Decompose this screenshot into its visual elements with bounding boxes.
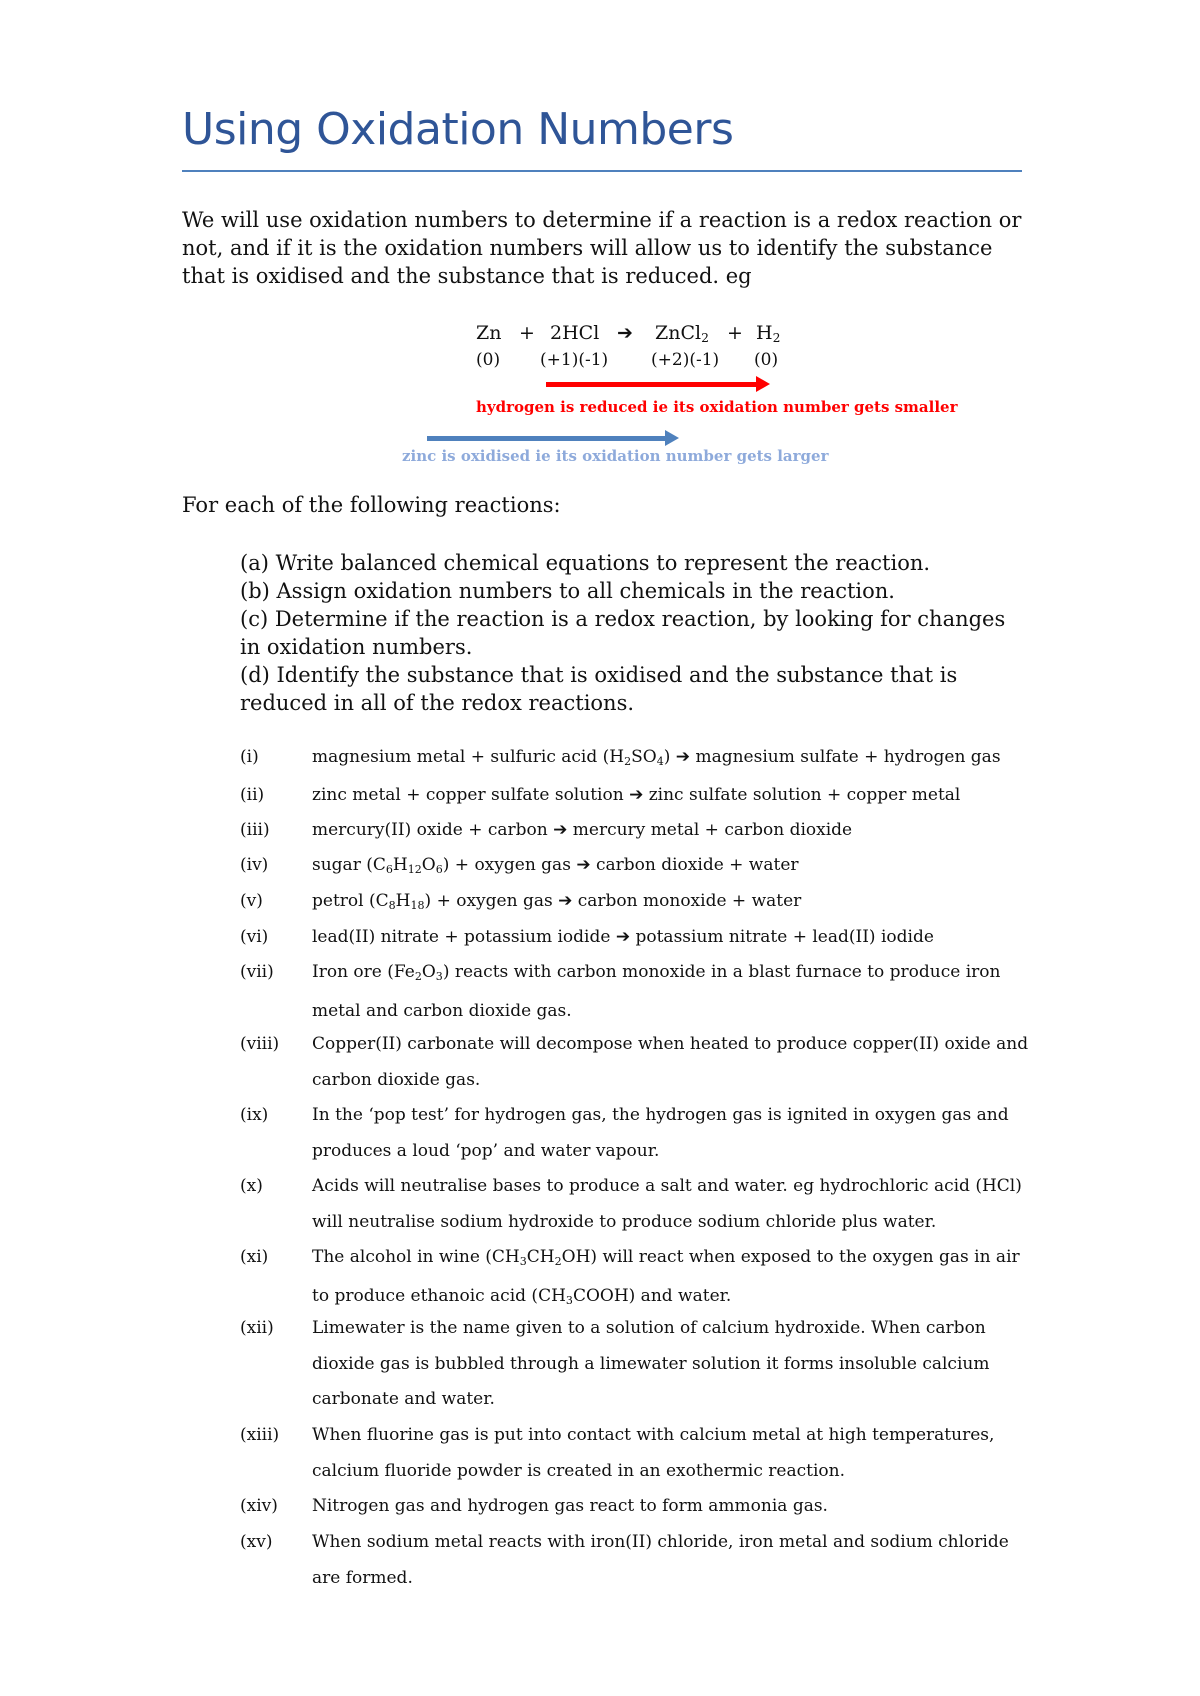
task-d: (d) Identify the substance that is oxidised and the substance that is reduced in all of the redox reactions.	[240, 663, 958, 715]
reaction-number: (xv)	[240, 1532, 273, 1552]
title-underline	[182, 170, 1022, 172]
reaction-text: In the ‘pop test’ for hydrogen gas, the hydrogen gas is ignited in oxygen gas and produces a loud ‘pop’ and water vapour.	[312, 1105, 1009, 1161]
eq-zncl-sub: 2	[701, 331, 709, 346]
intro-paragraph: We will use oxidation numbers to determine if a reaction is a redox reaction or not, and if it is the oxidation numbers will allow us to identify the substance that is oxidised and the substance that is reduced. eg	[182, 208, 1022, 288]
reaction-text: mercury(II) oxide + carbon ➔ mercury metal + carbon dioxide	[312, 820, 853, 840]
eq-plus-1: +	[519, 322, 535, 344]
reaction-text: magnesium metal + sulfuric acid $(H_2SO_4)$ ➔ magnesium sulfate + hydrogen gas	[312, 747, 1001, 768]
eq-plus-2: +	[727, 322, 743, 344]
ox-h2: (0)	[754, 350, 779, 370]
task-list	[240, 549, 1030, 717]
reduction-arrow	[546, 382, 758, 387]
eq-h-text: H	[756, 322, 773, 344]
reaction-number: (xiv)	[240, 1496, 278, 1516]
reaction-number: (vii)	[240, 962, 274, 982]
reaction-text: sugar $(C_6H_{12}O_6)$ + oxygen gas ➔ carbon dioxide + water	[312, 855, 799, 876]
reaction-text: Iron ore $(Fe_2O_3)$ reacts with carbon monoxide in a blast furnace to produce iron metal and carbon dioxide gas.	[312, 962, 1001, 1022]
reaction-number: (ii)	[240, 785, 265, 805]
reaction-text: Limewater is the name given to a solution of calcium hydroxide. When carbon dioxide gas is bubbled through a limewater solution it forms insoluble calcium carbonate and water.	[312, 1318, 990, 1409]
reaction-text: Nitrogen gas and hydrogen gas react to form ammonia gas.	[312, 1496, 828, 1516]
eq-zncl2	[655, 322, 709, 345]
reaction-text: Acids will neutralise bases to produce a salt and water. eg hydrochloric acid (HCl) will neutralise sodium hydroxide to produce sodium chloride plus water.	[312, 1176, 1022, 1232]
oxidation-note: zinc is oxidised ie its oxidation number gets larger	[402, 447, 829, 465]
eq-zn: Zn	[476, 322, 502, 344]
reaction-text: petrol $(C_8H_{18})$ + oxygen gas ➔ carbon monoxide + water	[312, 891, 802, 912]
task-b: (b) Assign oxidation numbers to all chemicals in the reaction.	[240, 579, 895, 603]
reaction-text: Copper(II) carbonate will decompose when heated to produce copper(II) oxide and carbon dioxide gas.	[312, 1034, 1029, 1090]
eq-h-sub: 2	[772, 331, 781, 346]
ox-hcl: (+1)(-1)	[540, 350, 609, 370]
reaction-number: (v)	[240, 891, 263, 911]
reduction-arrow-head	[756, 376, 770, 392]
reaction-number: (iii)	[240, 820, 270, 840]
reaction-number: (xi)	[240, 1247, 269, 1267]
eq-zncl-text: ZnCl	[655, 322, 702, 344]
ox-zncl2: (+2)(-1)	[651, 350, 720, 370]
eq-h2	[756, 322, 780, 345]
task-c: (c) Determine if the reaction is a redox reaction, by looking for changes in oxidation numbers.	[240, 607, 1006, 659]
reaction-number: (ix)	[240, 1105, 269, 1125]
reaction-text: zinc metal + copper sulfate solution ➔ zinc sulfate solution + copper metal	[312, 785, 961, 805]
instructions-heading: For each of the following reactions:	[182, 493, 561, 517]
reaction-number: (vi)	[240, 927, 269, 947]
reaction-number: (i)	[240, 747, 259, 767]
reduction-note: hydrogen is reduced ie its oxidation number gets smaller	[476, 398, 958, 416]
reaction-text: lead(II) nitrate + potassium iodide ➔ potassium nitrate + lead(II) iodide	[312, 927, 934, 947]
eq-arrow: ➔	[617, 322, 633, 344]
reaction-text: When fluorine gas is put into contact with calcium metal at high temperatures, calcium fluoride powder is created in an exothermic reaction.	[312, 1425, 995, 1481]
reaction-number: (iv)	[240, 855, 269, 875]
task-a: (a) Write balanced chemical equations to represent the reaction.	[240, 551, 931, 575]
reaction-text: When sodium metal reacts with iron(II) chloride, iron metal and sodium chloride are formed.	[312, 1532, 1009, 1588]
reaction-text: The alcohol in wine $(CH_3CH_2OH)$ will react when exposed to the oxygen gas in air to produce ethanoic acid $(CH_3COOH)$ and water.	[312, 1247, 1020, 1307]
ox-zn: (0)	[476, 350, 501, 370]
reaction-number: (x)	[240, 1176, 263, 1196]
reaction-number: (viii)	[240, 1034, 280, 1054]
page-title: Using Oxidation Numbers	[182, 104, 734, 155]
oxidation-arrow	[427, 436, 667, 441]
reaction-number: (xiii)	[240, 1425, 280, 1445]
reaction-number: (xii)	[240, 1318, 274, 1338]
oxidation-arrow-head	[665, 430, 679, 446]
eq-hcl: 2HCl	[550, 322, 600, 344]
